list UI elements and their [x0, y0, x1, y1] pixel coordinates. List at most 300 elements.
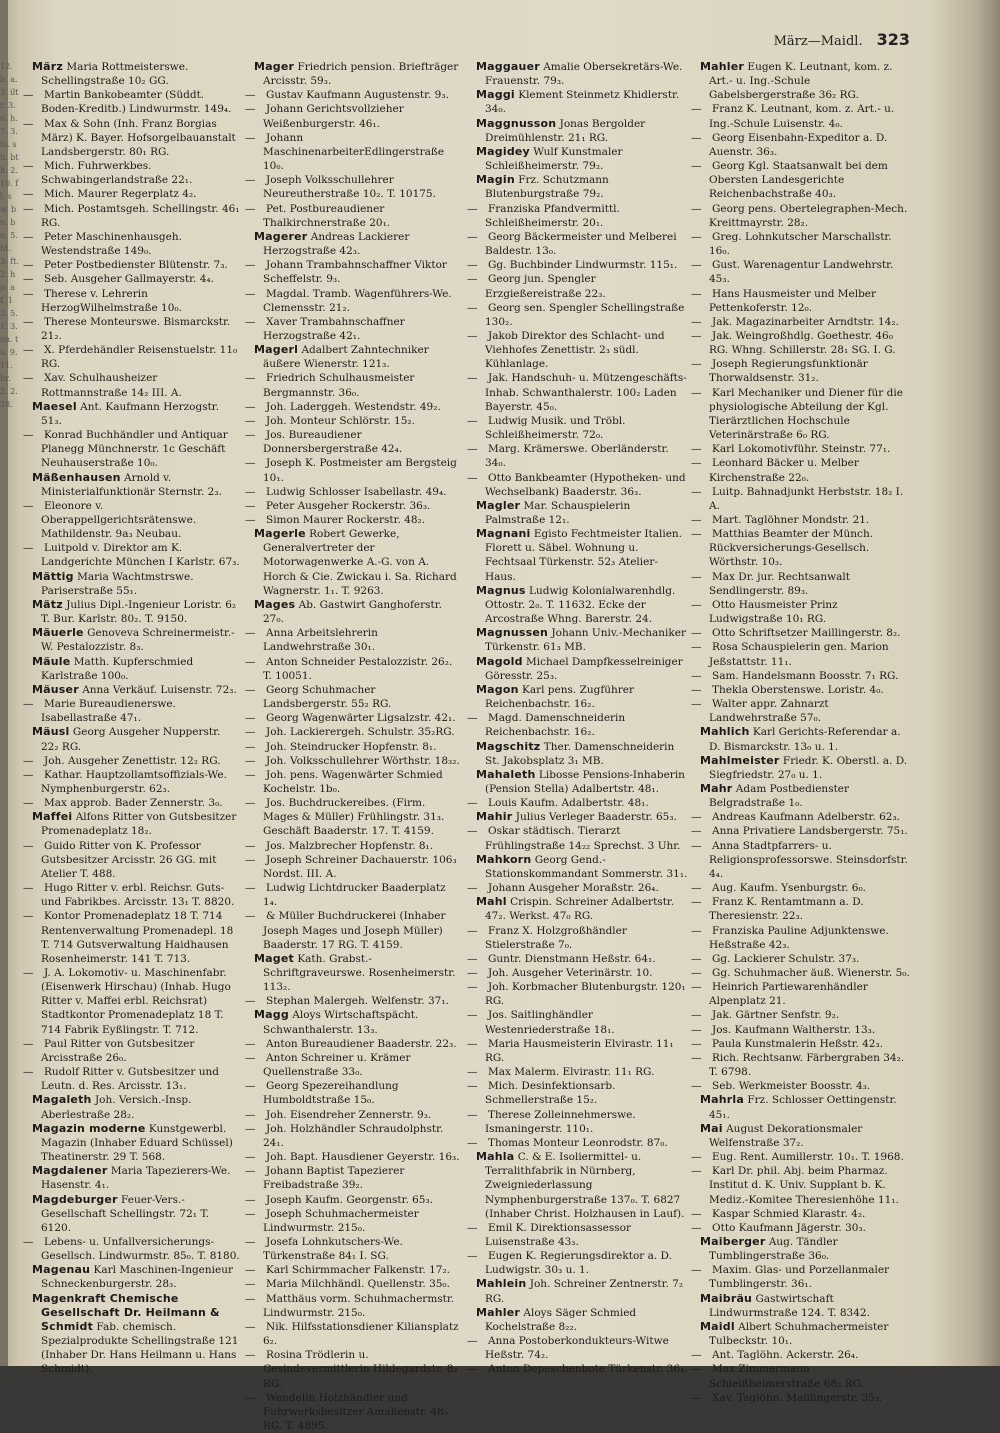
directory-entry — [23, 839, 241, 881]
directory-entry — [23, 371, 241, 399]
entry-details: Georg sen. Spengler Schellingstraße 130₂. — [485, 301, 685, 328]
entry-details: Franz K. Rentamtmann a. D. Theresienstr. 22₃. — [709, 896, 864, 923]
directory-entry — [245, 683, 463, 711]
entry-details: Ant. Kaufmann Herzogstr. 51₃. — [41, 400, 220, 427]
ditto-dash: — — [467, 372, 478, 385]
entry-details: Andreas Lackierer Herzogstraße 42₃. — [263, 230, 410, 258]
entry-details: Georg pens. Obertelegraphen-Mech. Kreittmayrstr. 28₂. — [709, 202, 908, 229]
ditto-dash: — — [691, 896, 702, 909]
ditto-dash: — — [691, 1037, 702, 1050]
ditto-dash: — — [691, 202, 702, 215]
entry-details: Jak. Gärtner Senfstr. 9₂. — [712, 1009, 840, 1022]
entry-details: Karl pens. Zugführer Reichenbachstr. 16₂. — [485, 683, 635, 711]
directory-entry — [245, 1391, 463, 1433]
directory-entry — [32, 1122, 241, 1164]
entry-details: Ludwig Lichtdrucker Baaderplatz 1₄. — [263, 882, 446, 909]
directory-entry — [467, 258, 688, 272]
ditto-dash: — — [23, 542, 34, 555]
entry-details: Xaver Trambahnschaffner Herzogstraße 42₁. — [263, 315, 405, 342]
entry-details: Peter Ausgeher Rockerstr. 36₃. — [266, 499, 431, 512]
entry-details: Jos. Kaufmann Waltherstr. 13₃. — [712, 1023, 876, 1036]
directory-entry — [245, 1193, 463, 1207]
entry-details: Joh. Bapt. Hausdiener Geyerstr. 16₃. — [266, 1151, 460, 1164]
directory-entry — [23, 1235, 241, 1263]
entry-details: Anton Depeschenbote Türkenstr. 36₄. — [488, 1363, 688, 1376]
directory-entry — [245, 725, 463, 739]
ditto-dash: — — [467, 202, 478, 215]
directory-entry — [254, 60, 463, 88]
directory-entry — [245, 485, 463, 499]
entry-surname: Mäuerle — [32, 626, 84, 640]
directory-entry — [32, 598, 241, 626]
directory-entry — [32, 626, 241, 654]
entry-details: Marie Bureaudienerswe. Isabellastraße 47₁. — [41, 698, 176, 725]
ditto-dash: — — [691, 259, 702, 272]
directory-entry — [23, 343, 241, 371]
directory-entry — [691, 1150, 912, 1164]
directory-entry — [691, 102, 912, 130]
ditto-dash: — — [245, 499, 256, 512]
directory-entry — [691, 202, 912, 230]
ditto-dash: — — [467, 230, 478, 243]
ditto-dash: — — [691, 1363, 702, 1376]
ditto-dash: — — [467, 1037, 478, 1050]
entry-details: Aug. Tändler Tumblingerstraße 36₀. — [709, 1235, 838, 1263]
ditto-dash: — — [467, 1363, 478, 1376]
directory-entry — [32, 1164, 241, 1192]
entry-details: Ludwig Schlosser Isabellastr. 49₄. — [266, 485, 447, 498]
entry-surname: Magenau — [32, 1263, 91, 1277]
directory-entry — [691, 881, 912, 895]
entry-details: Aloys Wirtschaftspächt. Schwanthalerstr. 13₃. — [263, 1009, 419, 1036]
ditto-dash: — — [245, 797, 256, 810]
ditto-dash: — — [23, 230, 34, 243]
ditto-dash: — — [691, 160, 702, 173]
entry-details: Joseph Schuhmachermeister Lindwurmstr. 215₀. — [263, 1207, 419, 1234]
entry-details: Greg. Lohnkutscher Marschallstr. 16₀. — [709, 230, 892, 258]
ditto-dash: — — [23, 429, 34, 442]
entry-details: Sam. Handelsmann Boosstr. 7₁ RG. — [712, 669, 899, 682]
entry-details: Jak. Handschuh- u. Mützengeschäfts-Inhab. Schwanthalerstr. 100₂ Laden Bayerstr. 45₀. — [485, 372, 687, 413]
entry-details: Otto Bankbeamter (Hypotheken- und Wechselbank) Baaderstr. 36₃. — [485, 471, 686, 498]
entry-details: Ludwig Kolonialwarenhdlg. Ottostr. 2₀. T. 11632. Ecke der Arcostraße Whng. Barerstr. 24. — [485, 584, 676, 626]
entry-details: Otto Schriftsetzer Maillingerstr. 8₂. — [712, 627, 901, 640]
directory-entry — [467, 1221, 688, 1249]
directory-entry — [691, 966, 912, 980]
entry-details: Max & Sohn (Inh. Franz Borgias März) K. Bayer. Hofsorgelbauanstalt Landsbergerstr. 80₁ RG. — [41, 117, 236, 158]
ditto-dash: — — [245, 1122, 256, 1135]
directory-entry — [691, 810, 912, 824]
entry-details: Kathar. Hauptzollamtsoffizials-We. Nymphenburgerstr. 62₃. — [41, 768, 227, 795]
directory-entry — [691, 1221, 912, 1235]
ditto-dash: — — [245, 1264, 256, 1277]
entry-surname: Magaleth — [32, 1093, 92, 1107]
entry-details: Anna Arbeitslehrerin Landwehrstraße 30₁. — [263, 627, 378, 654]
entry-details: Ant. Taglöhn. Ackerstr. 26₄. — [712, 1349, 859, 1362]
entry-details: Stephan Malergeh. Welfenstr. 37₁. — [266, 995, 449, 1008]
directory-entry — [245, 1079, 463, 1107]
entry-details: Joh. Versich.-Insp. Aberlestraße 28₂. — [41, 1094, 192, 1121]
ditto-dash: — — [467, 797, 478, 810]
directory-entry — [254, 952, 463, 994]
ditto-dash: — — [691, 1080, 702, 1093]
directory-entry — [245, 202, 463, 230]
ditto-dash: — — [23, 768, 34, 781]
directory-entry — [245, 428, 463, 456]
entry-details: Josefa Lohnkutschers-We. Türkenstraße 84₁ I. SG. — [263, 1235, 403, 1263]
entry-details: Feuer-Vers.-Gesellschaft Schellingstr. 72₁ T. 6120. — [41, 1193, 210, 1234]
ditto-dash: — — [23, 188, 34, 201]
directory-entry — [476, 584, 688, 626]
entry-details: Johann MaschinenarbeiterEdlingerstraße 10₀. — [263, 131, 445, 173]
directory-entry — [245, 626, 463, 654]
directory-entry — [691, 1037, 912, 1051]
entry-details: Rosina Trödlerin u. Gesindevermittlerin Hildegardstr. 8₂ RG. — [263, 1349, 458, 1390]
entry-details: Gust. Warenagentur Landwehrstr. 45₃. — [709, 259, 894, 286]
entry-details: Jakob Direktor des Schlacht- und Viehhofes Zenettistr. 2₃ südl. Kühlanlage. — [485, 329, 665, 371]
directory-entry — [467, 230, 688, 258]
ditto-dash: — — [23, 910, 34, 923]
ditto-dash: — — [691, 981, 702, 994]
entry-details: Therese Monteurswe. Bismarckstr. 21₂. — [41, 315, 231, 342]
directory-entry — [691, 1051, 912, 1079]
column-4 — [691, 60, 912, 1404]
ditto-dash: — — [245, 1151, 256, 1164]
ditto-dash: — — [691, 1165, 702, 1178]
entry-details: Egisto Fechtmeister Italien. Florett u. Säbel. Wohnung u. Fechtsaal Türkenstr. 52₃ Atelier-Haus. — [485, 528, 683, 583]
entry-surname: Mahkorn — [476, 852, 532, 866]
entry-details: Konrad Buchhändler und Antiquar Planegg Münchnerstr. 1c Geschäft Neuhauserstraße 10₀. — [41, 429, 228, 470]
directory-entry — [467, 1108, 688, 1136]
entry-details: Paul Ritter von Gutsbesitzer Arcisstraße 26₀. — [41, 1037, 195, 1064]
ditto-dash: — — [691, 358, 702, 371]
entry-surname: Magidey — [476, 144, 530, 158]
entry-details: Karl Lokomotivführ. Steinstr. 77₁. — [712, 443, 891, 456]
ditto-dash: — — [245, 1051, 256, 1064]
ditto-dash: — — [467, 712, 478, 725]
entry-details: Joh. Schreiner Zentnerstr. 7₂ RG. — [485, 1278, 684, 1305]
entry-surname: Mahaleth — [476, 767, 536, 781]
entry-details: Mich. Postamtsgeh. Schellingstr. 46₁ RG. — [41, 202, 240, 229]
entry-details: Peter Maschinenhausgeh. Westendstraße 149₀. — [41, 230, 182, 258]
ditto-dash: — — [691, 924, 702, 937]
directory-entry — [23, 697, 241, 725]
ditto-dash: — — [691, 287, 702, 300]
entry-surname: Mäuser — [32, 682, 79, 696]
directory-entry — [245, 1108, 463, 1122]
entry-details: Ther. Damenschneiderin St. Jakobsplatz 3₁ MB. — [485, 740, 675, 767]
ditto-dash: — — [691, 825, 702, 838]
entry-details: Franz K. Leutnant, kom. z. Art.- u. Ing.-Schule Luisenstr. 4₀. — [709, 103, 895, 130]
entry-details: Eug. Rent. Aumillerstr. 10₁. T. 1968. — [712, 1151, 904, 1164]
entry-details: Matthäus vorm. Schuhmachermstr. Lindwurmstr. 215₀. — [263, 1292, 455, 1319]
directory-entry — [700, 725, 912, 753]
directory-entry — [23, 287, 241, 315]
directory-entry — [245, 881, 463, 909]
entry-surname: Maffei — [32, 810, 73, 824]
entry-details: Wendelin Holzhändler und Fuhrwerksbesitzer Amalienstr. 48₀ RG. T. 4895. — [263, 1391, 449, 1432]
ditto-dash: — — [691, 443, 702, 456]
directory-entry — [23, 272, 241, 286]
directory-entry — [691, 1362, 912, 1390]
ditto-dash: — — [245, 287, 256, 300]
entry-details: Max Zimmermann Schleißheimerstraße 68₃ RG. — [709, 1363, 864, 1390]
directory-entry — [245, 655, 463, 683]
entry-details: Karl Mechaniker und Diener für die physiologische Abteilung der Kgl. Tierärztlichen Hochschule Veterinärstraße 6₀ RG. — [709, 386, 903, 442]
directory-entry — [691, 442, 912, 456]
directory-entry — [691, 456, 912, 484]
ditto-dash: — — [467, 1335, 478, 1348]
entry-details: Simon Maurer Rockerstr. 48₂. — [266, 514, 426, 526]
directory-entry — [23, 428, 241, 470]
entry-details: Walter appr. Zahnarzt Landwehrstraße 57₀. — [709, 698, 829, 725]
directory-entry — [691, 1348, 912, 1362]
entry-details: Frz. Schlosser Oettingenstr. 45₁. — [709, 1094, 897, 1121]
entry-surname: Magerle — [254, 527, 306, 541]
directory-entry — [700, 1122, 912, 1150]
entry-surname: Magerl — [254, 343, 299, 357]
directory-entry — [254, 1008, 463, 1036]
entry-details: Jonas Bergolder Dreimühlenstr. 21₁ RG. — [485, 117, 646, 144]
entry-details: Gg. Buchbinder Lindwurmstr. 115₁. — [488, 259, 678, 272]
directory-entry — [245, 994, 463, 1008]
entry-details: Jos. Saitlinghändler Westenriederstraße 18₁. — [485, 1009, 615, 1036]
ditto-dash: — — [467, 981, 478, 994]
directory-entry — [476, 683, 688, 711]
ditto-dash: — — [691, 570, 702, 583]
entry-details: Joh. Volksschullehrer Wörthstr. 18₃₂. — [266, 754, 460, 767]
entry-surname: Magnussen — [476, 626, 549, 640]
ditto-dash: — — [691, 1151, 702, 1164]
entry-details: Joh. Ausgeher Veterinärstr. 10. — [488, 967, 653, 979]
ditto-dash: — — [23, 882, 34, 895]
directory-entry — [476, 527, 688, 584]
directory-entry — [691, 839, 912, 881]
entry-details: Mar. Schauspielerin Palmstraße 12₁. — [485, 499, 631, 526]
entry-details: Georg Kgl. Staatsanwalt bei dem Obersten Landesgerichte Reichenbachstraße 40₃. — [709, 160, 888, 201]
ditto-dash: — — [691, 1221, 702, 1234]
directory-entry — [23, 187, 241, 201]
directory-entry — [32, 683, 241, 697]
entry-details: Maria Wachtmstrswe. Pariserstraße 55₁. — [41, 570, 194, 597]
entry-surname: Magdalener — [32, 1164, 108, 1178]
entry-surname: Mager — [254, 60, 295, 73]
entry-details: Frz. Schutzmann Blutenburgstraße 79₂. — [485, 174, 609, 201]
directory-entry — [23, 258, 241, 272]
ditto-dash: — — [691, 952, 702, 965]
entry-details: August Dekorationsmaler Welfenstraße 37₂. — [709, 1122, 863, 1149]
ditto-dash: — — [23, 797, 34, 810]
entry-details: Johann Univ.-Mechaniker Türkenstr. 61₃ MB. — [485, 627, 686, 654]
ditto-dash: — — [245, 740, 256, 753]
entry-surname: Magler — [476, 498, 521, 512]
directory-entry — [23, 202, 241, 230]
entry-details: Joh. Monteur Schlörstr. 15₂. — [266, 414, 415, 427]
directory-entry — [245, 456, 463, 484]
directory-entry — [245, 513, 463, 527]
entry-details: Ab. Gastwirt Ganghoferstr. 27₀. — [263, 598, 442, 626]
entry-surname: Mahlich — [700, 725, 750, 739]
entry-surname: März — [32, 60, 63, 73]
ditto-dash: — — [691, 1264, 702, 1277]
directory-entry — [691, 485, 912, 513]
ditto-dash: — — [23, 89, 34, 102]
entry-details: Xav. Taglöhn. Maillingerstr. 35₃. — [712, 1391, 883, 1404]
entry-details: C. & E. Isoliermittel- u. Terralithfabrik in Nürnberg, Zweigniederlassung Nymphenburgerstraße 137₀. T. 6827 (Inhaber Christ. Holzhausen in Lauf). — [485, 1151, 685, 1220]
entry-details: Franziska Pauline Adjunktenswe. Heßstraße 42₃. — [709, 924, 889, 951]
ditto-dash: — — [691, 1009, 702, 1022]
entry-details: Emil K. Direktionsassessor Luisenstraße 43₃. — [485, 1221, 631, 1248]
directory-entry — [245, 740, 463, 754]
directory-entry — [691, 640, 912, 668]
entry-details: Aug. Kaufm. Ysenburgstr. 6₀. — [712, 882, 867, 895]
directory-entry — [467, 966, 688, 980]
ditto-dash: — — [23, 754, 34, 767]
entry-details: Matth. Kupferschmied Karlstraße 100₀. — [41, 655, 194, 682]
entry-details: Maria Milchhändl. Quellenstr. 35₀. — [266, 1278, 450, 1291]
entry-details: Georg Wagenwärter Ligsalzstr. 42₁. — [266, 712, 456, 725]
directory-entry — [476, 88, 688, 116]
ditto-dash: — — [245, 1207, 256, 1220]
previous-page-margin: 12. b. a. 3. iltr. 3. 6. h. 7. 3. ts. sh. bth. 2. 10. fl. sw. bn. bn. 5. ht. 3. ft. 2. hp. af. 13. 5. 1. 3. on. ta. 9. 11. br. 2. 2. 28. — [0, 62, 19, 409]
directory-entry — [467, 1079, 688, 1107]
directory-entry — [691, 1263, 912, 1291]
ditto-dash: — — [467, 1250, 478, 1263]
entry-surname: Mahrla — [700, 1093, 745, 1107]
directory-entry — [32, 725, 241, 753]
ditto-dash: — — [245, 174, 256, 187]
ditto-dash: — — [245, 910, 256, 923]
entry-surname: Maget — [254, 951, 294, 965]
directory-entry — [476, 810, 688, 824]
directory-entry — [245, 909, 463, 951]
directory-entry — [476, 853, 688, 881]
directory-entry — [245, 371, 463, 399]
entry-details: Adalbert Zahntechniker äußere Wienerstr. 121₃. — [263, 344, 429, 371]
entry-surname: Maggauer — [476, 60, 540, 73]
directory-entry — [691, 1008, 912, 1022]
entry-details: Jos. Malzbrecher Hopfenstr. 8₁. — [266, 839, 434, 852]
ditto-dash: — — [245, 485, 256, 498]
directory-entry — [467, 442, 688, 470]
entry-details: Lebens- u. Unfallversicherungs-Gesellsch. Lindwurmstr. 85₀. T. 8180. — [41, 1235, 240, 1263]
directory-entry — [691, 1164, 912, 1206]
directory-entry — [245, 1207, 463, 1235]
directory-entry — [691, 329, 912, 357]
ditto-dash: — — [23, 967, 34, 979]
ditto-dash: — — [467, 1066, 478, 1079]
ditto-dash: — — [245, 1037, 256, 1050]
ditto-dash: — — [245, 1292, 256, 1305]
ditto-dash: — — [691, 598, 702, 611]
entry-details: Michael Dampfkesselreiniger Göresstr. 25₃. — [485, 655, 683, 682]
ditto-dash: — — [23, 1037, 34, 1050]
directory-entry — [245, 768, 463, 796]
directory-entry — [467, 924, 688, 952]
entry-details: Thomas Monteur Leonrodstr. 87₀. — [488, 1136, 668, 1149]
directory-entry — [245, 499, 463, 513]
entry-surname: Magon — [476, 682, 519, 696]
entry-surname: Magazin moderne — [32, 1121, 146, 1135]
directory-entry — [467, 1334, 688, 1362]
entry-details: Luitpold v. Direktor am K. Landgerichte München I Karlstr. 67₃. — [41, 542, 240, 569]
directory-entry — [700, 782, 912, 810]
ditto-dash: — — [467, 1221, 478, 1234]
entry-details: Johann Gerichtsvollzieher Weißenburgerstr. 46₁. — [263, 103, 404, 130]
ditto-dash: — — [691, 627, 702, 640]
entry-details: Adam Postbedienster Belgradstraße 1₀. — [709, 782, 850, 810]
directory-entry — [254, 527, 463, 598]
entry-details: Julius Dipl.-Ingenieur Loristr. 6₂ T. Bur. Karlstr. 80₂. T. 9150. — [41, 598, 237, 626]
directory-entry — [245, 1150, 463, 1164]
ditto-dash: — — [245, 726, 256, 739]
directory-entry — [23, 159, 241, 187]
directory-entry — [23, 315, 241, 343]
ditto-dash: — — [245, 1278, 256, 1291]
ditto-dash: — — [691, 811, 702, 824]
entry-details: Klement Steinmetz Khidlerstr. 34₀. — [485, 89, 680, 116]
entry-details: Karl Gerichts-Referendar a. D. Bismarckstr. 13₀ u. 1. — [709, 726, 901, 753]
entry-details: Amalie Obersekretärs-We. Frauenstr. 79₃. — [485, 61, 683, 88]
entry-surname: Magdeburger — [32, 1192, 118, 1206]
entry-surname: Maggi — [476, 88, 515, 102]
entry-details: Louis Kaufm. Adalbertstr. 48₁. — [488, 797, 649, 810]
ditto-dash: — — [23, 499, 34, 512]
directory-entry — [467, 711, 688, 739]
entry-details: Genoveva Schreinermeistr.-W. Pestalozzistr. 8₃. — [41, 627, 235, 654]
directory-entry — [700, 1235, 912, 1263]
directory-entry — [700, 1292, 912, 1320]
directory-entry — [32, 810, 241, 838]
ditto-dash: — — [467, 1009, 478, 1022]
ditto-dash: — — [245, 1165, 256, 1178]
entry-details: Otto Hausmeister Prinz Ludwigstraße 10₁ RG. — [709, 598, 838, 626]
entry-details: Friedrich Schulhausmeister Bergmannstr. 36₀. — [263, 372, 415, 399]
ditto-dash: — — [23, 1235, 34, 1248]
directory-entry — [691, 697, 912, 725]
entry-details: Anton Schreiner u. Krämer Quellenstraße 33₀. — [263, 1051, 411, 1079]
entry-details: Friedrich pension. Briefträger Arcisstr. 59₃. — [263, 61, 459, 88]
entry-details: Jos. Buchdruckereibes. (Firm. Mages & Müller) Frühlingstr. 31₃. Geschäft Baaderstr. 17. T. 4159. — [263, 797, 445, 838]
entry-details: Matthias Beamter der Münch. Rückversicherungs-Gesellsch. Wörthstr. 10₃. — [709, 528, 874, 569]
directory-entry — [691, 258, 912, 286]
entry-details: Franziska Pfandvermittl. Schleißheimerstr. 20₁. — [485, 202, 620, 229]
ditto-dash: — — [467, 273, 478, 286]
entry-surname: Mäusl — [32, 725, 70, 739]
ditto-dash: — — [691, 528, 702, 541]
directory-entry — [245, 1122, 463, 1150]
directory-entry — [700, 60, 912, 102]
ditto-dash: — — [245, 655, 256, 668]
entry-details: Seb. Werkmeister Boosstr. 4₃. — [712, 1080, 871, 1093]
ditto-dash: — — [245, 89, 256, 102]
ditto-dash: — — [691, 882, 702, 895]
directory-entry — [245, 315, 463, 343]
ditto-dash: — — [245, 259, 256, 272]
entry-details: Mart. Taglöhner Mondstr. 21. — [712, 514, 870, 526]
directory-entry — [691, 315, 912, 329]
ditto-dash: — — [467, 1136, 478, 1149]
entry-details: Max approb. Bader Zennerstr. 3₀. — [44, 797, 223, 810]
entry-details: Aloys Säger Schmied Kochelstraße 8₂₂. — [485, 1306, 637, 1333]
entry-surname: Mätz — [32, 597, 63, 611]
entry-surname: Magnani — [476, 527, 531, 541]
directory-entry — [691, 513, 912, 527]
ditto-dash: — — [245, 768, 256, 781]
directory-entry — [691, 570, 912, 598]
directory-entry — [476, 626, 688, 654]
entry-details: Eugen K. Leutnant, kom. z. Art.- u. Ing.-Schule Gabelsbergerstraße 36₂ RG. — [709, 61, 893, 102]
